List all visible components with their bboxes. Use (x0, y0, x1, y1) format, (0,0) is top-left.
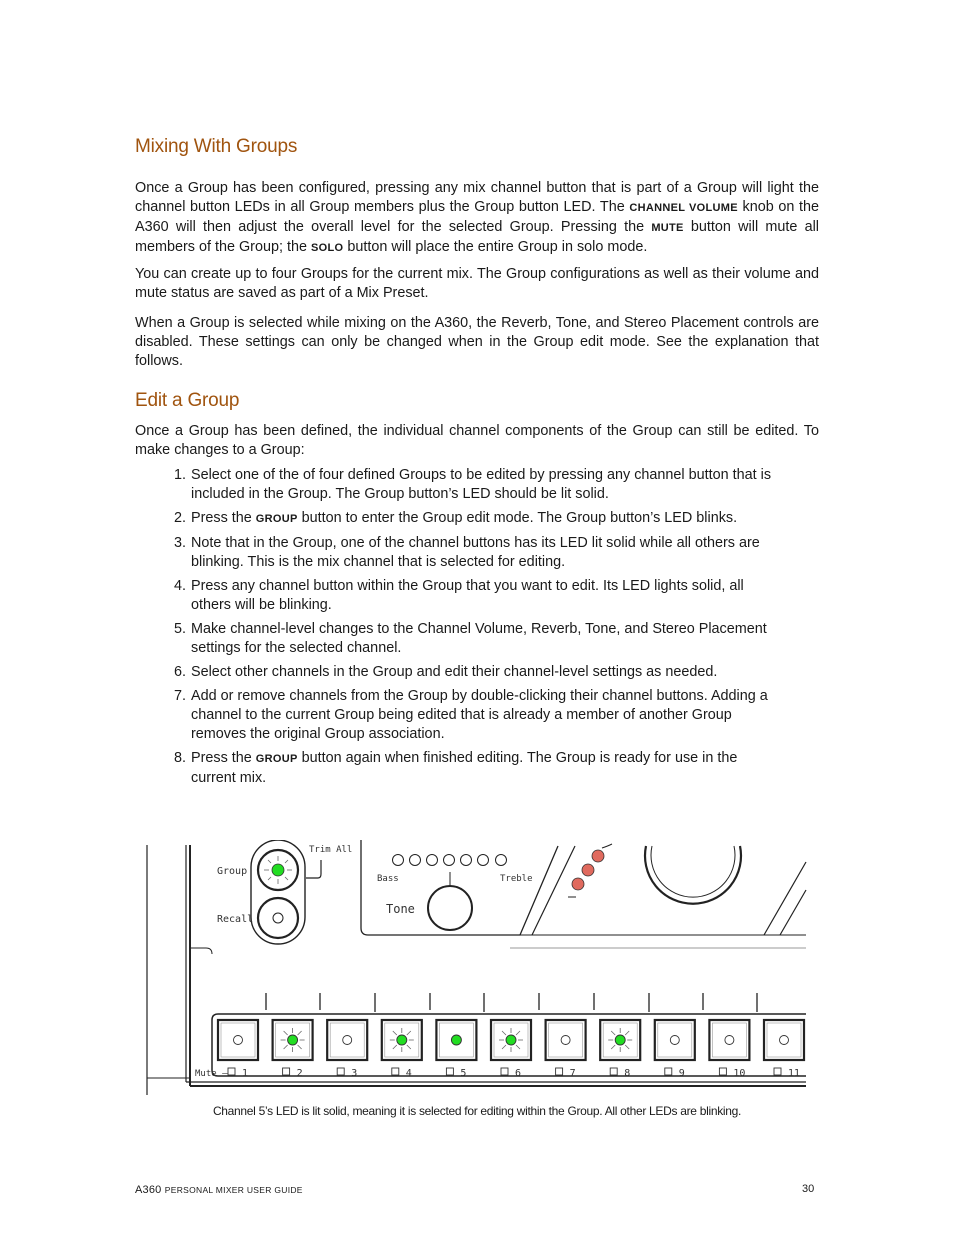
mute-box-1 (228, 1068, 235, 1075)
channel-led-11 (780, 1036, 789, 1045)
channel-number-3: 3 (351, 1068, 358, 1079)
step-text: button to enter the Group edit mode. The Group button’s LED blinks. (297, 510, 738, 526)
step-text: button again when finished editing. The Group is ready for use in the current mix. (191, 750, 738, 786)
list-item (174, 749, 784, 788)
group-label: Group (217, 866, 248, 877)
step-number: 3. (174, 535, 187, 551)
bass-label: Bass (377, 874, 399, 884)
channel-number-1: 1 (242, 1068, 249, 1079)
section-heading-mixing-with-groups: Mixing With Groups (135, 136, 298, 157)
mute-label: Mute – (195, 1069, 228, 1079)
edit-steps-list (174, 466, 784, 793)
channel-number-8: 8 (624, 1068, 631, 1079)
step-text: Add or remove channels from the Group by double-clicking their channel buttons. Adding a channel to the current Group being edited that is already a member of another Group removes the original Group association. (191, 688, 768, 742)
para-text: knob on the A360 will then adjust the overall level for the selected Group. Pressing the (135, 199, 820, 235)
tone-knob (428, 886, 472, 930)
mute-term: MUTE (651, 222, 684, 234)
channel-button-11 (764, 1020, 804, 1060)
channel-volume-term: CHANNEL VOLUME (629, 202, 738, 214)
tone-label: Tone (386, 902, 415, 916)
footer-title: PERSONAL MIXER USER GUIDE (164, 1185, 303, 1195)
channel-volume-knob (645, 846, 741, 904)
footer-doc-title (135, 1184, 303, 1196)
paragraph-controls-disabled: When a Group is selected while mixing on the A360, the Reverb, Tone, and Stereo Placement controls are disabled. These settings can only be changed when in the Group edit mode. See the explanation that follows. (135, 315, 819, 369)
step-text: Press the (191, 510, 256, 526)
step-text: Select other channels in the Group and edit their channel-level settings as needed. (191, 664, 718, 680)
channel-button-5 (436, 1020, 476, 1060)
trim-all-label: Trim All (309, 845, 353, 855)
mute-box-5 (446, 1068, 453, 1075)
channel-led-6 (506, 1035, 516, 1045)
channel-led-4 (397, 1035, 407, 1045)
solo-term: SOLO (310, 242, 344, 254)
page-number: 30 (802, 1183, 815, 1195)
step-number: 6. (174, 664, 187, 680)
tone-level-leds (393, 855, 507, 866)
channel-number-7: 7 (569, 1068, 576, 1079)
a360-panel-illustration (140, 840, 810, 1096)
channel-button-4 (382, 1020, 422, 1060)
list-item (174, 466, 784, 504)
para-text: button will place the entire Group in solo mode. (343, 239, 648, 255)
red-indicator-leds (572, 850, 604, 890)
channel-led-3 (343, 1036, 352, 1045)
mute-box-9 (665, 1068, 672, 1075)
channel-led-7 (561, 1036, 570, 1045)
channel-button-9 (655, 1020, 695, 1060)
channel-number-11: 11 (788, 1068, 801, 1079)
step-text: Press any channel button within the Group that you want to edit. Its LED lights solid, all others will be blinking. (191, 578, 744, 613)
channel-button-row (218, 1020, 804, 1060)
mute-box-4 (392, 1068, 399, 1075)
mute-box-10 (719, 1068, 726, 1075)
channel-led-5 (451, 1035, 461, 1045)
step-text: Select one of the of four defined Groups to be edited by pressing any channel button that is included in the Group. The Group button’s LED should be lit solid. (191, 467, 772, 502)
channel-button-6 (491, 1020, 531, 1060)
channel-button-1 (218, 1020, 258, 1060)
channel-number-4: 4 (405, 1068, 412, 1079)
channel-button-2 (273, 1020, 313, 1060)
step-number: 8. (174, 750, 187, 766)
group-led (272, 864, 284, 876)
list-item (174, 577, 784, 615)
list-item (174, 663, 784, 682)
step-number: 4. (174, 578, 187, 594)
para-text: button will mute all members of the Group; the (135, 219, 819, 255)
group-term: GROUP (255, 513, 298, 525)
channel-number-9: 9 (678, 1068, 685, 1079)
list-item (174, 687, 784, 744)
paragraph-group-configured (135, 179, 819, 258)
step-number: 5. (174, 621, 187, 637)
channel-label-row (228, 1068, 800, 1079)
channel-led-8 (615, 1035, 625, 1045)
recall-label: Recall (217, 914, 254, 925)
group-term: GROUP (255, 753, 298, 765)
channel-led-10 (725, 1036, 734, 1045)
section-heading-edit-a-group: Edit a Group (135, 390, 240, 411)
channel-led-2 (288, 1035, 298, 1045)
mute-box-7 (556, 1068, 563, 1075)
channel-led-1 (234, 1036, 243, 1045)
channel-tick-marks (266, 993, 757, 1012)
step-text: Note that in the Group, one of the channel buttons has its LED lit solid while all others are blinking. This is the mix channel that is selected for editing. (191, 535, 760, 570)
step-text: Make channel-level changes to the Channel Volume, Reverb, Tone, and Stereo Placement settings for the selected channel. (191, 621, 767, 656)
figure-caption: Channel 5’s LED is lit solid, meaning it is selected for editing within the Group. All other LEDs are blinking. (212, 1104, 742, 1118)
channel-button-8 (600, 1020, 640, 1060)
list-item (174, 509, 784, 529)
channel-button-10 (709, 1020, 749, 1060)
paragraph-edit-intro: Once a Group has been defined, the individual channel components of the Group can still be edited. To make changes to a Group: (135, 423, 819, 458)
mute-box-6 (501, 1068, 508, 1075)
channel-led-9 (670, 1036, 679, 1045)
channel-button-3 (327, 1020, 367, 1060)
mute-box-3 (337, 1068, 344, 1075)
step-text: Press the (191, 750, 256, 766)
mute-box-11 (774, 1068, 781, 1075)
list-item (174, 620, 784, 658)
list-item (174, 534, 784, 572)
step-number: 7. (174, 688, 187, 704)
channel-number-6: 6 (515, 1068, 522, 1079)
paragraph-four-groups: You can create up to four Groups for the current mix. The Group configurations as well as their volume and mute status are saved as part of a Mix Preset. (135, 266, 819, 301)
channel-number-2: 2 (296, 1068, 303, 1079)
step-number: 2. (174, 510, 187, 526)
para-text: Once a Group has been configured, pressing any mix channel button that is part of a Group will light the channel button LEDs in all Group members plus the Group button LED. The (135, 180, 819, 215)
channel-number-5: 5 (460, 1068, 467, 1079)
mute-box-2 (283, 1068, 290, 1075)
channel-button-7 (546, 1020, 586, 1060)
treble-label: Treble (500, 874, 533, 884)
channel-number-10: 10 (733, 1068, 746, 1079)
footer-prefix: A360 (135, 1184, 165, 1196)
mute-box-8 (610, 1068, 617, 1075)
step-number: 1. (174, 467, 187, 483)
